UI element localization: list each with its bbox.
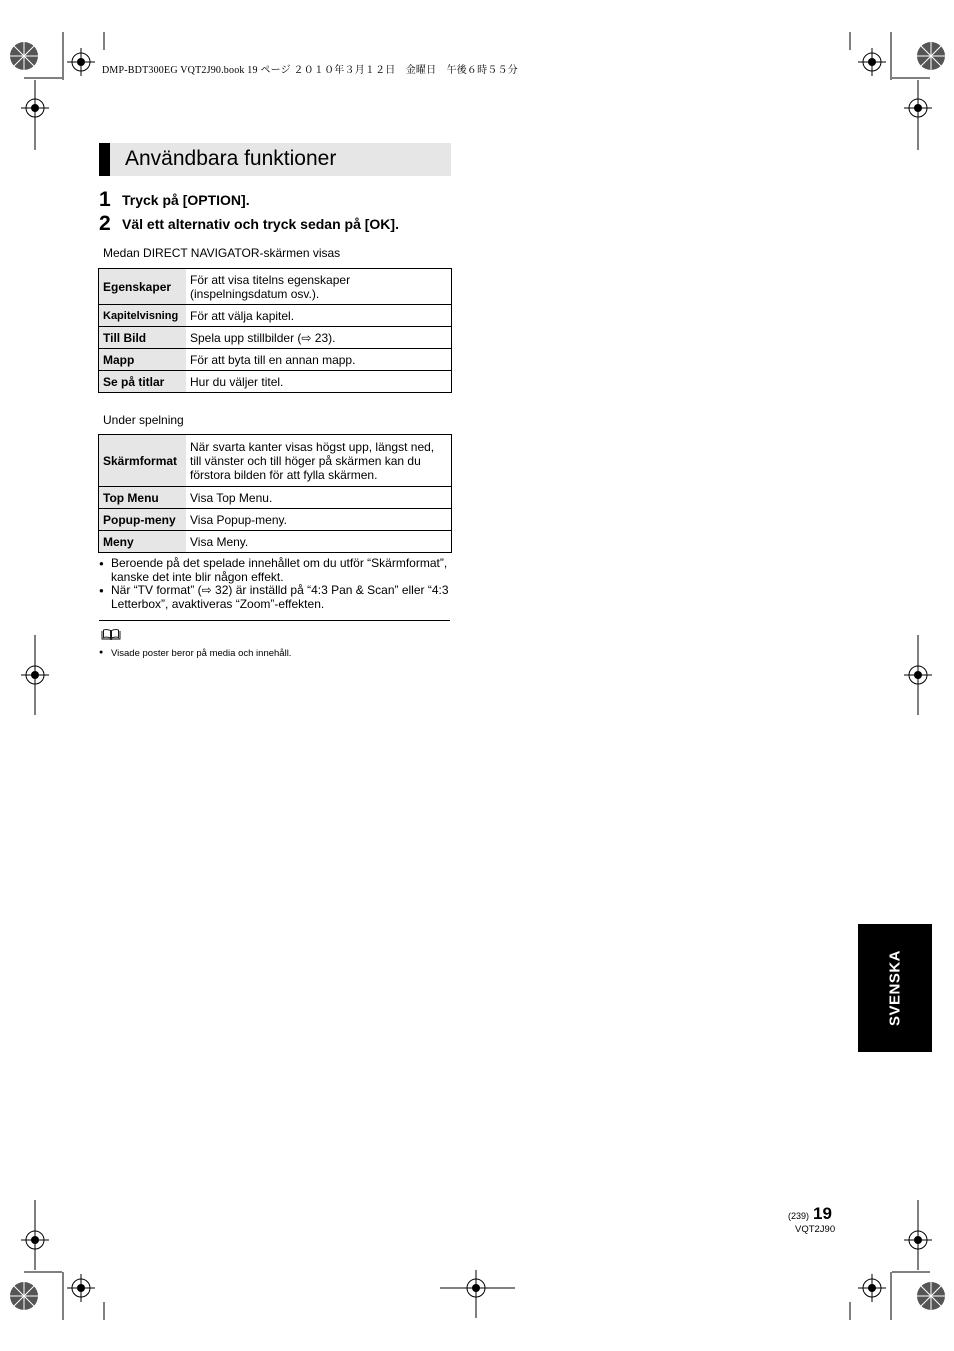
option-description: För att välja kapitel. (186, 305, 452, 327)
option-description: Visa Top Menu. (186, 487, 452, 509)
option-key: Top Menu (99, 487, 187, 509)
table-row (99, 269, 452, 305)
option-key: Egenskaper (99, 269, 187, 305)
model-code: VQT2J90 (795, 1224, 836, 1235)
step-1 (99, 188, 250, 212)
table-row (99, 349, 452, 371)
page-sub-number: (239) (788, 1211, 810, 1221)
step-text: Tryck på [OPTION]. (122, 192, 250, 208)
table2-caption: Under spelning (103, 413, 184, 427)
options-table-playback (98, 434, 452, 553)
option-description: Visa Popup-meny. (186, 509, 452, 531)
options-table-navigator (98, 268, 452, 393)
option-key: Mapp (99, 349, 187, 371)
divider (99, 620, 450, 621)
note-item: ● Beroende på det spelade innehållet om du utför “Skärmformat”, kanske det inte blir någon effekt. (99, 557, 454, 584)
option-key: Skärmformat (99, 435, 187, 487)
step-number: 1 (99, 188, 111, 211)
option-description: För att visa titelns egenskaper (inspelningsdatum osv.). (186, 269, 452, 305)
page-title: Användbara funktioner (125, 147, 337, 170)
language-tab (858, 924, 932, 1052)
option-key: Se på titlar (99, 371, 187, 393)
step-number: 2 (99, 212, 111, 235)
option-key: Kapitelvisning (99, 305, 187, 327)
step-text: Väl ett alternativ och tryck sedan på [OK]. (122, 216, 399, 232)
section-title-bar (99, 143, 451, 176)
media-note: ● Visade poster beror på media och innehåll. (99, 648, 291, 659)
page-main-number: 19 (813, 1204, 832, 1223)
print-header: DMP-BDT300EG VQT2J90.book 19 ページ ２０１０年３月１２日 金曜日 午後６時５５分 (102, 65, 518, 76)
option-key: Meny (99, 531, 187, 553)
step-2 (99, 212, 399, 236)
option-description: När svarta kanter visas högst upp, längst ned, till vänster och till höger på skärmen kan du förstora bilden för att fylla skärmen. (186, 435, 452, 487)
table-row (99, 487, 452, 509)
table-row (99, 531, 452, 553)
option-description: För att byta till en annan mapp. (186, 349, 452, 371)
table-row (99, 435, 452, 487)
option-key: Till Bild (99, 327, 187, 349)
option-description: Visa Meny. (186, 531, 452, 553)
option-description: Spela upp stillbilder (⇨ 23). (186, 327, 452, 349)
note-item: ● När “TV format” (⇨ 32) är inställd på “4:3 Pan & Scan” eller “4:3 Letterbox”, avaktiveras “Zoom”-effekten. (99, 584, 454, 611)
table1-caption: Medan DIRECT NAVIGATOR-skärmen visas (103, 246, 341, 260)
table-row (99, 327, 452, 349)
table-row (99, 509, 452, 531)
table-row (99, 305, 452, 327)
book-icon (101, 629, 121, 640)
title-accent (99, 143, 110, 176)
language-tab-label: SVENSKA (886, 949, 904, 1027)
notes-list (99, 557, 454, 611)
option-description: Hur du väljer titel. (186, 371, 452, 393)
page-number (788, 1204, 832, 1224)
table-row (99, 371, 452, 393)
option-key: Popup-meny (99, 509, 187, 531)
